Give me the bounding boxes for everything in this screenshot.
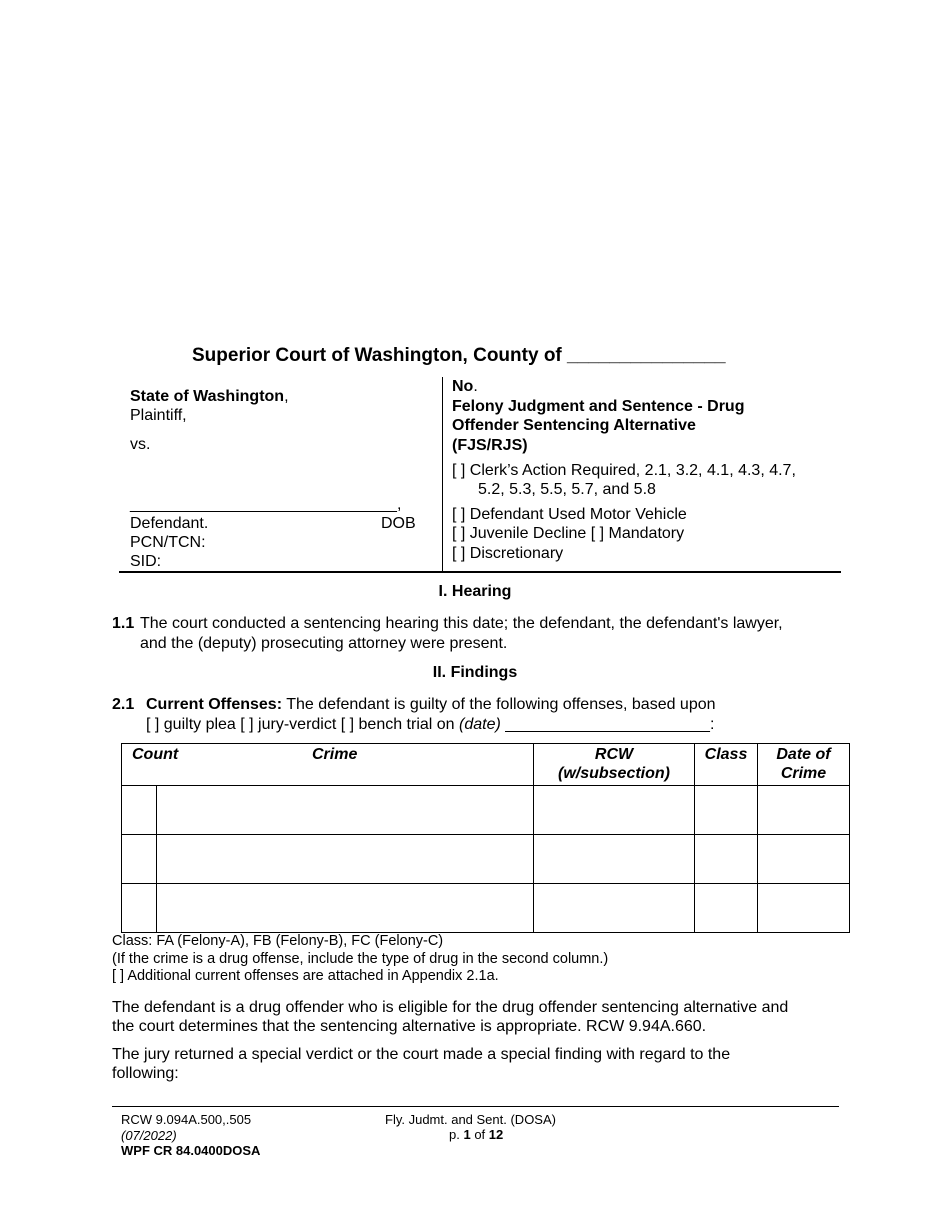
footer-rule <box>112 1106 839 1107</box>
crime-cell[interactable] <box>157 884 534 933</box>
current-offenses-text: The defendant is guilty of the following offenses, based upon <box>282 696 716 713</box>
section-1-1-number: 1.1 <box>112 615 135 632</box>
page-current: 1 <box>463 1127 471 1142</box>
page-prefix: p. <box>449 1127 464 1142</box>
footer-form-title: Fly. Judmt. and Sent. (DOSA) <box>385 1112 556 1127</box>
clerk-action-sections: 5.2, 5.3, 5.5, 5.7, and 5.8 <box>478 481 656 498</box>
caption-divider <box>442 377 443 571</box>
plaintiff-comma: , <box>284 388 289 405</box>
discretionary-checkbox[interactable]: [ ] Discretionary <box>452 545 564 562</box>
defendant-name-line: ______________________________, <box>130 496 402 513</box>
plaintiff-name-text: State of Washington <box>130 388 285 405</box>
footer-form-id: WPF CR 84.0400DOSA <box>121 1143 261 1158</box>
date-cell[interactable] <box>758 835 850 884</box>
crime-header: Crime <box>312 746 358 763</box>
defendant-label: Defendant. <box>130 515 209 532</box>
class-header: Class <box>695 744 758 786</box>
count-cell[interactable] <box>122 786 157 835</box>
sid-label: SID: <box>130 553 162 570</box>
footer-page-number <box>449 1127 503 1143</box>
page-of: of <box>470 1127 489 1142</box>
case-number-period: . <box>473 378 478 395</box>
current-offenses-label: Current Offenses: <box>146 696 283 713</box>
footer-revision-date: (07/2022) <box>121 1128 177 1143</box>
section-1-1-text-line-2: and the (deputy) prosecuting attorney were present. <box>140 635 508 652</box>
count-cell[interactable] <box>122 884 157 933</box>
table-row <box>122 786 850 835</box>
date-of-crime-header <box>758 744 850 786</box>
appendix-checkbox[interactable]: [ ] Additional current offenses are attached in Appendix 2.1a. <box>112 968 499 984</box>
caption-bottom-rule <box>119 571 841 573</box>
section-2-1-number: 2.1 <box>112 696 135 713</box>
rcw-cell[interactable] <box>534 835 695 884</box>
count-cell[interactable] <box>122 835 157 884</box>
versus-label: vs. <box>130 436 151 453</box>
motor-vehicle-checkbox[interactable]: [ ] Defendant Used Motor Vehicle <box>452 506 687 523</box>
rcw-header <box>534 744 695 786</box>
rcw-cell[interactable] <box>534 786 695 835</box>
dosa-eligibility-line-2: the court determines that the sentencing alternative is appropriate. RCW 9.94A.660. <box>112 1018 707 1035</box>
current-offenses-table <box>121 743 850 933</box>
crime-cell[interactable] <box>157 835 534 884</box>
table-header-row <box>122 744 850 786</box>
clerk-action-checkbox[interactable]: [ ] Clerk’s Action Required, 2.1, 3.2, 4.1, 4.3, 4.7, <box>452 462 796 479</box>
count-crime-header <box>122 744 534 786</box>
page-total: 12 <box>488 1127 504 1142</box>
rcw-cell[interactable] <box>534 884 695 933</box>
plaintiff-role: Plaintiff, <box>130 407 187 424</box>
court-title: Superior Court of Washington, County of _______________ <box>192 345 726 366</box>
document-title-line-1: Felony Judgment and Sentence - Drug <box>452 398 745 415</box>
table-row <box>122 835 850 884</box>
special-verdict-line-2: following: <box>112 1065 179 1082</box>
rcw-header-line-2: (w/subsection) <box>557 765 670 782</box>
case-number-label: No <box>452 378 474 395</box>
section-1-1-text-line-1: The court conducted a sentencing hearing this date; the defendant, the defendant's lawyer, <box>140 615 783 632</box>
juvenile-mandatory-checkboxes[interactable]: [ ] Juvenile Decline [ ] Mandatory <box>452 525 685 542</box>
document-title-line-2: Offender Sentencing Alternative <box>452 417 696 434</box>
date-header-line-2: Crime <box>780 765 827 782</box>
dob-label: DOB <box>381 515 416 532</box>
date-cell[interactable] <box>758 786 850 835</box>
document-title-line-3: (FJS/RJS) <box>452 437 528 454</box>
case-number <box>452 377 478 396</box>
class-cell[interactable] <box>695 884 758 933</box>
class-cell[interactable] <box>695 835 758 884</box>
table-row <box>122 884 850 933</box>
date-header-line-1: Date of <box>776 746 831 763</box>
crime-cell[interactable] <box>157 786 534 835</box>
drug-type-note: (If the crime is a drug offense, include the type of drug in the second column.) <box>112 951 609 967</box>
plea-type-checkboxes[interactable]: [ ] guilty plea [ ] jury-verdict [ ] bench trial on <box>146 716 460 733</box>
class-note: Class: FA (Felony-A), FB (Felony-B), FC (Felony-C) <box>112 933 444 949</box>
count-header: Count <box>132 746 179 763</box>
special-verdict-line-1: The jury returned a special verdict or the court made a special finding with regard to the <box>112 1046 731 1063</box>
date-cell[interactable] <box>758 884 850 933</box>
section-2-heading: II. Findings <box>432 664 518 681</box>
current-offenses-intro <box>146 695 716 714</box>
plea-date-blank[interactable]: _______________________: <box>500 716 715 733</box>
section-1-heading: I. Hearing <box>438 583 512 600</box>
plaintiff-name <box>130 387 289 406</box>
pcn-tcn-label: PCN/TCN: <box>130 534 206 551</box>
class-cell[interactable] <box>695 786 758 835</box>
plea-type-line[interactable] <box>146 715 714 734</box>
rcw-header-line-1: RCW <box>594 746 634 763</box>
dosa-eligibility-line-1: The defendant is a drug offender who is eligible for the drug offender sentencing alternative and <box>112 999 789 1016</box>
plea-date-label: (date) <box>459 716 501 733</box>
footer-rcw: RCW 9.094A.500,.505 <box>121 1112 252 1127</box>
